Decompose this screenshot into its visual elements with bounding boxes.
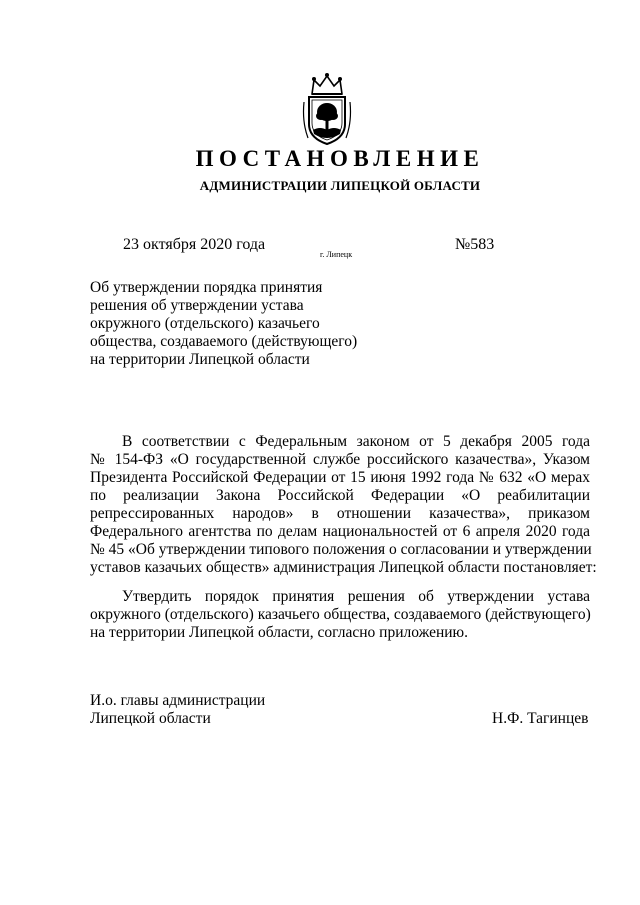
signatory-name: Н.Ф. Тагинцев bbox=[492, 710, 589, 727]
issuing-authority: АДМИНИСТРАЦИИ ЛИПЕЦКОЙ ОБЛАСТИ bbox=[199, 178, 481, 193]
subject-line: решения об утверждении устава bbox=[90, 297, 304, 314]
paragraph-line: репрессированных народов» в отношении казачества», приказом bbox=[90, 505, 590, 522]
paragraph-line: В соответствии с Федеральным законом от 5 декабря 2005 года bbox=[122, 433, 590, 450]
paragraph-line: окружного (отдельского) казачьего общества, создаваемого (действующего) bbox=[90, 606, 591, 623]
paragraph-line: Президента Российской Федерации от 15 июня 1992 года № 632 «О мерах bbox=[90, 469, 590, 486]
paragraph-line: Федерального агентства по делам национальностей от 6 апреля 2020 года bbox=[90, 523, 590, 540]
preamble-paragraph bbox=[90, 433, 597, 577]
document-number: №583 bbox=[455, 236, 495, 253]
document-subject bbox=[90, 279, 380, 369]
position-line: И.о. главы администрации bbox=[90, 692, 266, 709]
paragraph-line: на территории Липецкой области, согласно приложению. bbox=[90, 624, 469, 641]
position-line: Липецкой области bbox=[90, 710, 211, 727]
paragraph-line: № 45 «Об утверждении типового положения о согласовании и утверждении bbox=[90, 541, 592, 558]
subject-line: общества, создаваемого (действующего) bbox=[90, 333, 358, 350]
document-title: ПОСТАНОВЛЕНИЕ bbox=[195, 146, 485, 171]
subject-line: Об утверждении порядка принятия bbox=[90, 279, 323, 296]
paragraph-line: уставов казачьих обществ» администрация Липецкой области постановляет: bbox=[90, 559, 597, 576]
signatory-position bbox=[90, 692, 265, 728]
document-date: 23 октября 2020 года bbox=[123, 236, 266, 253]
paragraph-line: по реализации Закона Российской Федерации «О реабилитации bbox=[90, 487, 590, 504]
paragraph-line: № 154-ФЗ «О государственной службе российского казачества», Указом bbox=[90, 451, 590, 468]
coat-of-arms-icon bbox=[302, 72, 352, 146]
subject-line: на территории Липецкой области bbox=[90, 351, 310, 368]
document-city: г. Липецк bbox=[320, 250, 353, 259]
subject-line: окружного (отдельского) казачьего bbox=[90, 315, 320, 332]
resolution-paragraph bbox=[90, 588, 590, 642]
paragraph-line: Утвердить порядок принятия решения об утверждении устава bbox=[122, 588, 590, 605]
